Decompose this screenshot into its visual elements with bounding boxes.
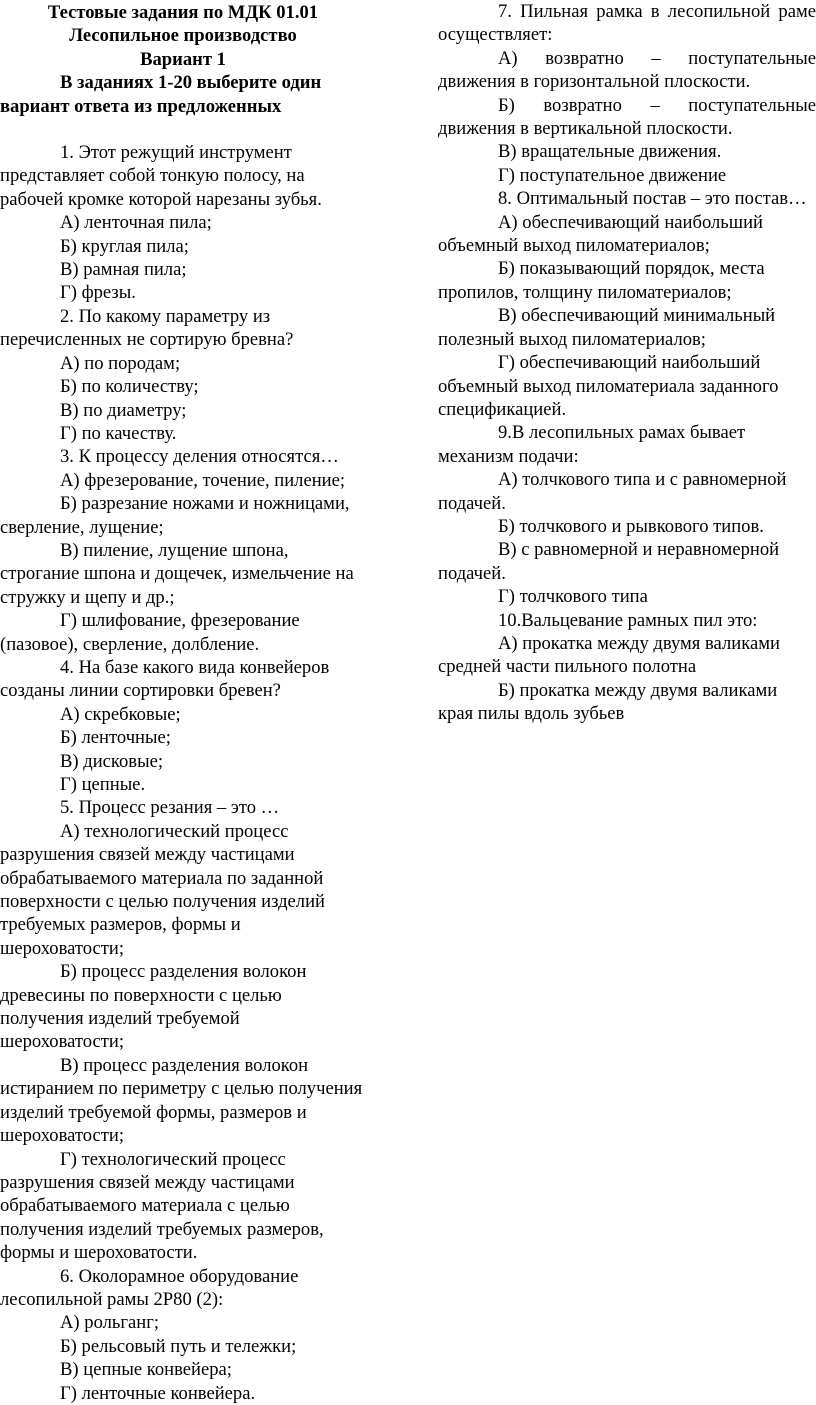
question-8-option-d: Г) обеспечивающий наибольший объемный выход пиломатериала заданного спецификацией. (438, 352, 779, 420)
question-8-option-c: В) обеспечивающий минимальный полезный выход пиломатериалов; (438, 305, 776, 350)
question-3-option-c: В) пиление, лущение шпона, строгание шпона и дощечек, измельчение на стружку и щепу и др.; (0, 539, 354, 608)
question-3-option-d: Г) шлифование, фрезерование (пазовое), сверление, долбление. (0, 610, 300, 655)
question-4-option-b: Б) ленточные; (60, 727, 171, 749)
right-column (438, 0, 816, 726)
question-2-option-c: В) по диаметру; (60, 399, 187, 421)
question-9-option-a: А) толчкового типа и с равномерной подачей. (438, 469, 787, 514)
question-6-option-a: А) рольганг; (60, 1312, 159, 1334)
question-7: 7. Пильная рамка в лесопильной раме осуществляет: (438, 1, 816, 46)
question-7-option-d: Г) поступательное движение (498, 164, 727, 186)
question-8-option-a: А) обеспечивающий наибольший объемный выход пиломатериалов; (438, 211, 763, 257)
question-7-option-a: А) возвратно – поступательные движения в горизонтальной плоскости. (438, 47, 816, 93)
question-4: 4. На базе какого вида конвейеров созданы линии сортировки бревен? (0, 656, 330, 702)
question-1-option-d: Г) фрезы. (60, 282, 136, 304)
document-title: Тестовые задания по МДК 01.01 (47, 2, 319, 23)
instruction-text: В заданиях 1-20 выберите один вариант ответа из предложенных (0, 72, 322, 117)
question-3-option-a: А) фрезерование, точение, пиление; (60, 469, 346, 491)
spacer (0, 118, 366, 141)
question-2: 2. По какому параметру из перечисленных не сортирую бревна? (0, 305, 294, 351)
question-7-option-c: В) вращательные движения. (498, 141, 722, 163)
question-3-option-b: Б) разрезание ножами и ножницами, сверление, лущение; (0, 493, 350, 538)
question-2-option-d: Г) по качеству. (60, 422, 177, 444)
question-10-option-b: Б) прокатка между двумя валиками края пилы вдоль зубьев (438, 679, 778, 725)
question-6-option-c: В) цепные конвейера; (60, 1359, 232, 1381)
question-7-option-b: Б) возвратно – поступательные движения в вертикальной плоскости. (438, 94, 816, 140)
question-6-option-b: Б) рельсовый путь и тележки; (60, 1335, 297, 1357)
question-9-option-c: В) с равномерной и неравномерной подачей. (438, 539, 780, 584)
question-4-option-d: Г) цепные. (60, 774, 146, 795)
question-5-option-d: Г) технологический процесс разрушения связей между частицами обрабатываемого материала с целью получения изделий требуемых размеров, формы и шероховатости. (0, 1148, 324, 1264)
question-9: 9.В лесопильных рамах бывает механизм подачи: (438, 422, 746, 467)
left-column (0, 0, 366, 1405)
question-1-option-b: Б) круглая пила; (60, 235, 189, 257)
question-5-option-c: В) процесс разделения волокон истиранием по периметру с целью получения изделий требуемой формы, размеров и шероховатости; (0, 1054, 363, 1147)
question-9-option-d: Г) толчкового типа (498, 586, 648, 608)
question-2-option-a: А) по породам; (60, 352, 181, 374)
question-5: 5. Процесс резания – это … (60, 797, 280, 819)
question-2-option-b: Б) по количеству; (60, 376, 199, 398)
question-10: 10.Вальцевание рамных пил это: (498, 609, 758, 631)
question-1-option-c: В) рамная пила; (60, 259, 187, 281)
question-6-option-d: Г) ленточные конвейера. (60, 1382, 256, 1404)
question-8-option-b: Б) показывающий порядок, места пропилов, толщину пиломатериалов; (438, 258, 765, 303)
document-subtitle: Лесопильное производство (69, 25, 297, 47)
variant-label: Вариант 1 (140, 48, 226, 70)
question-10-option-a: А) прокатка между двумя валиками средней части пильного полотна (438, 632, 780, 678)
question-6: 6. Околорамное оборудование лесопильной рамы 2Р80 (2): (0, 1265, 299, 1310)
question-5-option-a: А) технологический процесс разрушения связей между частицами обрабатываемого материала по заданной поверхности с целью получения изделий требуемых размеров, формы и шероховатости; (0, 820, 325, 959)
question-1: 1. Этот режущий инструмент представляет собой тонкую полосу, на рабочей кромке которой нарезаны зубья. (0, 142, 322, 210)
question-1-option-a: А) ленточная пила; (60, 212, 212, 234)
question-4-option-c: В) дисковые; (60, 750, 163, 772)
question-9-option-b: Б) толчкового и рывкового типов. (498, 515, 764, 537)
question-8: 8. Оптимальный постав – это постав… (498, 188, 807, 210)
question-4-option-a: А) скребковые; (60, 703, 181, 725)
question-5-option-b: Б) процесс разделения волокон древесины по поверхности с целью получения изделий требуемой шероховатости; (0, 961, 307, 1053)
question-3: 3. К процессу деления относятся… (60, 446, 339, 468)
